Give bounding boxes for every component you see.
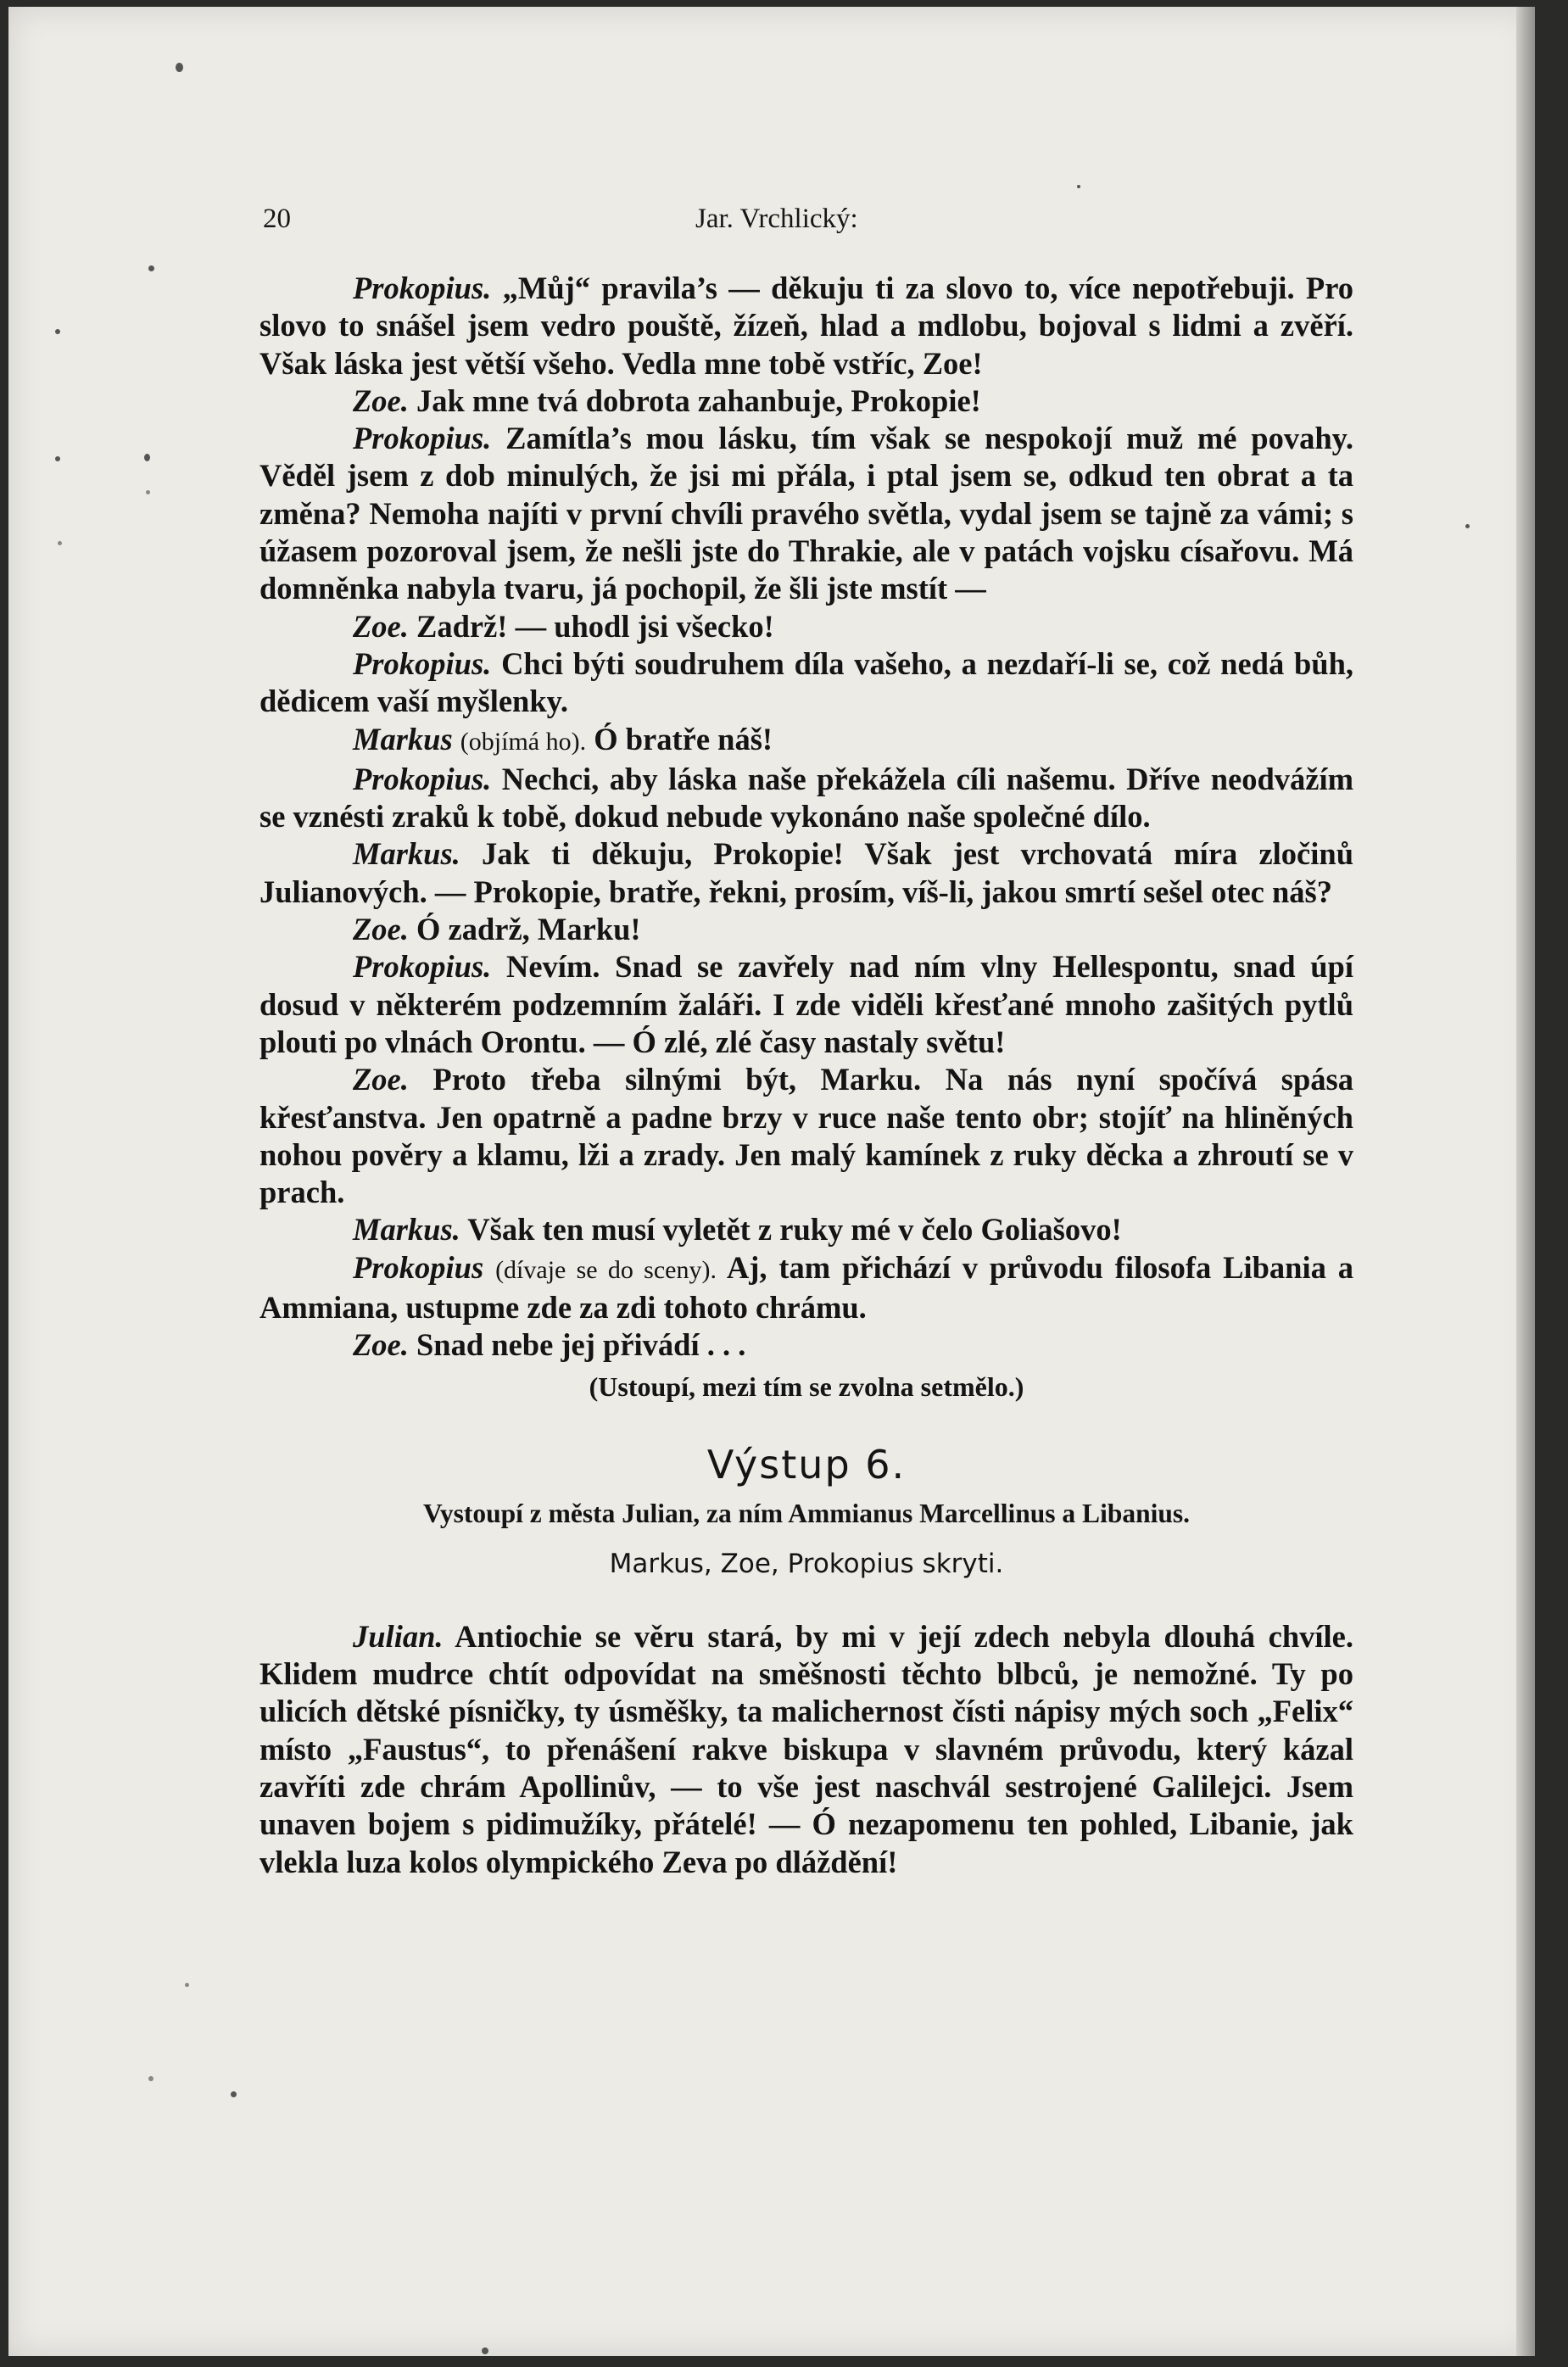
speaker-name: Prokopius.	[353, 271, 492, 305]
dialogue-line	[259, 1618, 1353, 1881]
dust-speck	[58, 541, 62, 545]
dialogue-line	[259, 911, 1353, 948]
dust-speck	[146, 490, 150, 494]
speech-text: Nechci, aby láska naše překážela cíli našemu. Dříve neodvážím se vznésti zraků k tobě, dokud nebude vykonáno naše společné dílo.	[259, 761, 1354, 835]
speech-text: Aj, tam přichází v průvodu filosofa Libania a Ammiana, ustupme zde za zdi tohoto chrámu.	[259, 1249, 1353, 1326]
speaker-name: Markus	[353, 721, 453, 756]
dialogue-line	[259, 721, 1353, 761]
stage-direction: (Ustoupí, mezi tím se zvolna setmělo.)	[589, 1371, 1024, 1402]
dialogue-line	[259, 420, 1353, 607]
speech-text: Zadrž! — uhodl jsi všecko!	[416, 608, 774, 644]
speech-text: Zamítla’s mou lásku, tím však se nespokojí muž mé povahy. Věděl jsem z dob minulých, že jsi mi přála, i ptal jsem se, odkud ten obrat a ta změna? Nemoha najíti v první chvíli pravého světla, vydal jsem se tajně za vámi; s úžasem pozoroval jsem, že nešli jste do Thrakie, ale v patách vojsku císařovu. Má domněnka nabyla tvaru, já pochopil, že šli jste mstít —	[259, 421, 1353, 606]
speech-text: Snad nebe jej přivádí . . .	[416, 1327, 746, 1363]
speaker-name: Zoe.	[353, 1062, 409, 1097]
dialogue-line	[259, 382, 1353, 420]
speech-text: Nevím. Snad se zavřely nad ním vlny Hellespontu, snad úpí dosud v některém podzemním žaláři. I zde viděli křesťané mnoho zašitých pytlů plouti po vlnách Orontu. — Ó zlé, zlé časy nastaly světu!	[259, 949, 1354, 1059]
dialogue-line	[259, 270, 1353, 382]
dust-speck	[482, 2347, 488, 2354]
speaker-name: Prokopius.	[353, 421, 492, 456]
speaker-name: Zoe.	[353, 912, 409, 947]
page-text	[259, 270, 1353, 1881]
dialogue-line	[259, 1211, 1353, 1248]
dialogue-line	[259, 645, 1353, 721]
speaker-name: Zoe.	[353, 1327, 409, 1363]
dialogue-line	[259, 835, 1353, 911]
speech-text: Proto třeba silnými být, Marku. Na nás nyní spočívá spása křesťanstva. Jen opatrně a padne brzy v ruce naše tento obr; stojíť na hliněných nohou pověry a klamu, lži a zrady. Jen malý kamínek z ruky děcka a zhroutí se v prach.	[259, 1062, 1354, 1210]
speaker-name: Julian.	[353, 1618, 444, 1654]
scene-title: Výstup 6.	[706, 1441, 907, 1488]
dialogue-line	[259, 948, 1353, 1061]
speaker-name: Prokopius.	[353, 645, 492, 681]
dialogue-line	[259, 1326, 1353, 1364]
speaker-name: Markus.	[353, 1212, 460, 1248]
dust-speck	[148, 2076, 153, 2081]
speech-text: Jak ti děkuju, Prokopie! Však jest vrchovatá míra zločinů Julianových. — Prokopie, bratře, řekni, prosím, víš-li, jakou smrtí sešel otec náš?	[259, 836, 1354, 909]
speech-text: Antiochie se věru stará, by mi v její zdech nebyla dlouhá chvíle. Klidem mudrce chtít odpovídat na směšnosti těchto blbců, je nemožné. Ty po ulicích dětské písničky, ty úsměšky, ta malichernost čísti nápisy mých soch „Felix“ místo „Faustus“, to přenášení rakve biskupa v slavném průvodu, který kázal zavříti zde chrám Apollinův, — to vše jest naschvál sestrojené Galilejci. Jsem unaven bojem s pidimužíky, přátelé! — Ó nezapomenu ten pohled, Libanie, jak vlekla luza kolos olympického Zeva po dláždění!	[259, 1618, 1353, 1879]
scene-cast: Markus, Zoe, Prokopius skryti.	[609, 1548, 1004, 1579]
dust-speck	[144, 454, 150, 461]
book-page	[8, 7, 1535, 2356]
speech-text: Ó bratře náš!	[594, 721, 773, 756]
speaker-name: Markus.	[353, 836, 460, 872]
speech-text: Chci býti soudruhem díla vašeho, a nezdaří-li se, což nedá bůh, dědicem vaší myšlenky.	[259, 645, 1354, 719]
dust-speck	[148, 265, 154, 271]
speaker-name: Prokopius.	[353, 761, 492, 796]
dialogue-line	[259, 1249, 1353, 1327]
dust-speck	[55, 456, 60, 461]
scene-description: Vystoupí z města Julian, za ním Ammianus Marcellinus a Libanius.	[422, 1499, 1191, 1529]
page-number: 20	[263, 204, 291, 234]
dust-speck	[185, 1983, 189, 1987]
dialogue-line	[259, 761, 1353, 836]
author-header: Jar. Vrchlický:	[695, 204, 858, 234]
speech-text: Však ten musí vyletět z ruky mé v čelo Goliašovo!	[467, 1212, 1122, 1248]
dust-speck	[1465, 524, 1470, 528]
dust-speck	[231, 2091, 237, 2097]
speaker-name: Prokopius.	[353, 949, 492, 985]
dialogue-line	[259, 608, 1353, 645]
dialogue-line	[259, 1061, 1353, 1211]
dust-speck	[1077, 185, 1080, 188]
dust-speck	[176, 63, 183, 72]
dust-speck	[55, 329, 60, 334]
speaker-name: Zoe.	[353, 382, 409, 418]
speaker-name: Zoe.	[353, 608, 409, 644]
speaker-name: Prokopius	[353, 1249, 484, 1285]
inline-stage-direction: (objímá ho).	[460, 727, 587, 756]
page-spine-shadow	[1516, 7, 1535, 2356]
speech-text: Ó zadrž, Marku!	[416, 912, 641, 947]
speech-text: „Můj“ pravila’s — děkuju ti za slovo to, více nepotřebuji. Pro slovo to snášel jsem vedro pouště, žízeň, hlad a mdlobu, bojoval s lidmi a zvěří. Však láska jest větší všeho. Vedla mne tobě vstříc, Zoe!	[259, 271, 1354, 381]
speech-text: Jak mne tvá dobrota zahanbuje, Prokopie!	[416, 382, 981, 418]
inline-stage-direction: (dívaje se do sceny).	[495, 1255, 717, 1284]
